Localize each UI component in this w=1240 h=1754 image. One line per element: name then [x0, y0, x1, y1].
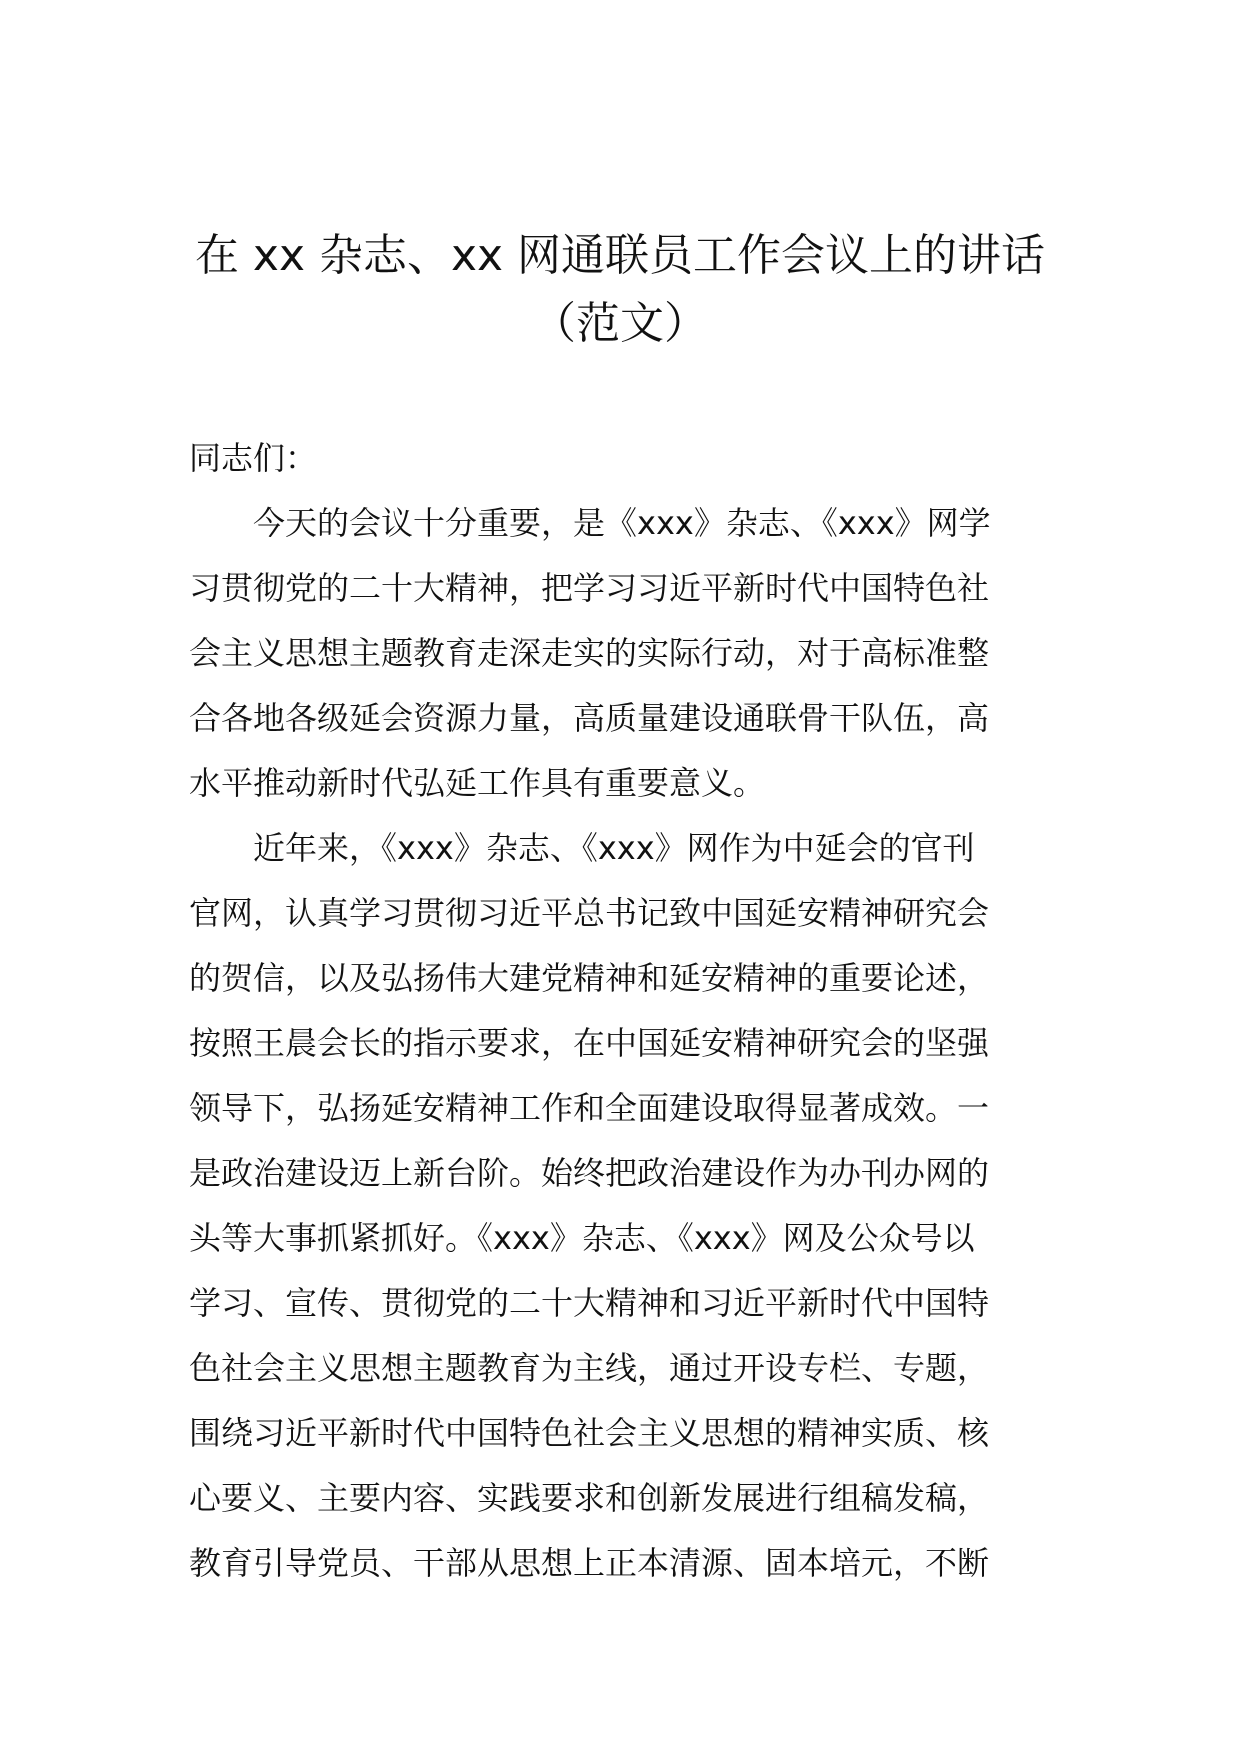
paragraph-2-line: 的贺信，以及弘扬伟大建党精神和延安精神的重要论述，	[189, 959, 990, 997]
paragraph-2	[189, 816, 1059, 1596]
paragraph-2-line: 学习、宣传、贯彻党的二十大精神和习近平新时代中国特	[189, 1284, 990, 1322]
paragraph-2-line: 教育引导党员、干部从思想上正本清源、固本培元，不断	[189, 1544, 990, 1582]
paragraph-1-line: 会主义思想主题教育走深走实的实际行动，对于高标准整	[189, 634, 990, 672]
paragraph-2-line: 心要义、主要内容、实践要求和创新发展进行组稿发稿，	[189, 1479, 990, 1517]
paragraph-2-line: 是政治建设迈上新台阶。始终把政治建设作为办刊办网的	[189, 1154, 990, 1192]
title-line-1: 在 xx 杂志、xx 网通联员工作会议上的讲话	[194, 230, 1046, 281]
title-line-2: （范文）	[532, 298, 708, 349]
paragraph-2-line: 按照王晨会长的指示要求，在中国延安精神研究会的坚强	[189, 1024, 990, 1062]
salutation: 同志们：	[189, 439, 318, 477]
paragraph-2-line: 围绕习近平新时代中国特色社会主义思想的精神实质、核	[189, 1414, 990, 1452]
paragraph-2-line: 领导下，弘扬延安精神工作和全面建设取得显著成效。一	[189, 1089, 990, 1127]
document-body	[189, 426, 1059, 1596]
paragraph-2-line: 近年来，《xxx》杂志、《xxx》网作为中延会的官刊	[253, 829, 975, 867]
paragraph-1	[189, 491, 1059, 816]
paragraph-1-line: 今天的会议十分重要，是《xxx》杂志、《xxx》网学	[253, 504, 991, 542]
paragraph-1-line: 合各地各级延会资源力量，高质量建设通联骨干队伍，高	[189, 699, 990, 737]
paragraph-2-line: 色社会主义思想主题教育为主线，通过开设专栏、专题，	[189, 1349, 990, 1387]
paragraph-2-line: 官网，认真学习贯彻习近平总书记致中国延安精神研究会	[189, 894, 990, 932]
document-title	[150, 222, 1090, 358]
paragraph-2-line: 头等大事抓紧抓好。《xxx》杂志、《xxx》网及公众号以	[189, 1219, 975, 1257]
paragraph-1-line: 水平推动新时代弘延工作具有重要意义。	[189, 764, 766, 802]
paragraph-1-line: 习贯彻党的二十大精神，把学习习近平新时代中国特色社	[189, 569, 990, 607]
